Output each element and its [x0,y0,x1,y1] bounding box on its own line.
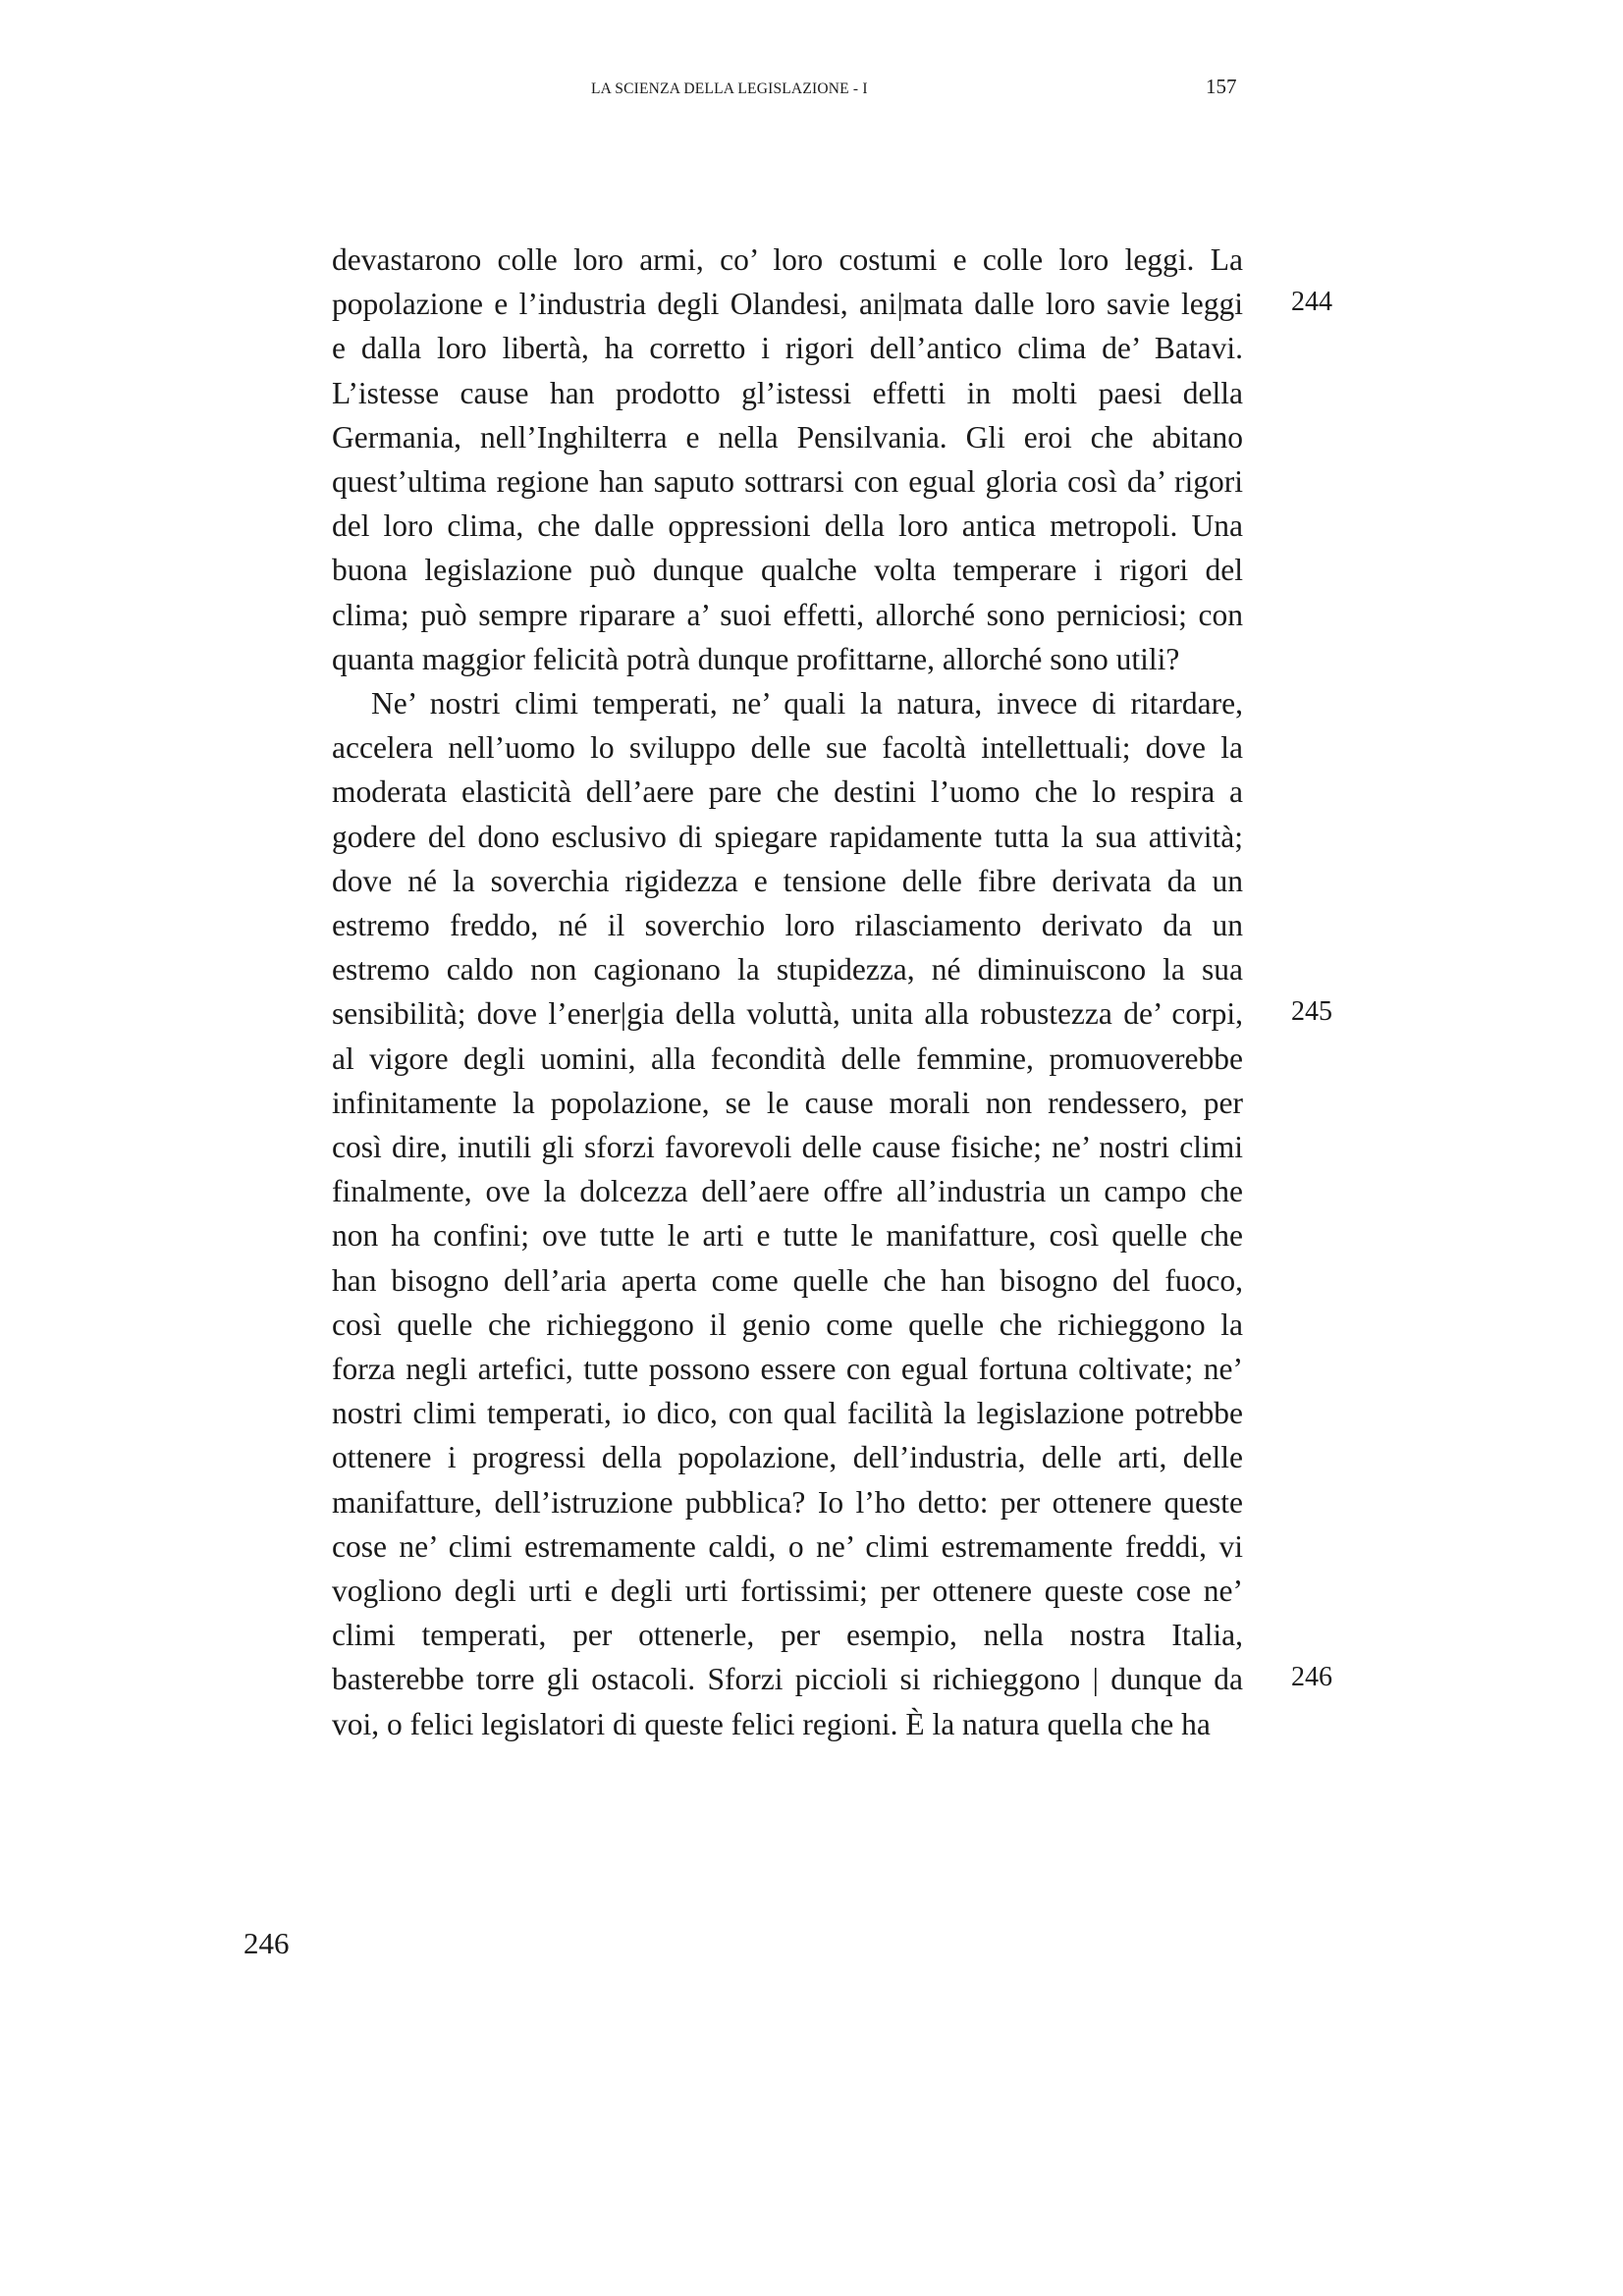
text-line: L’istesse cause han prodotto gl’istessi effetti in molti paesi della [332,375,1243,410]
running-head: LA SCIENZA DELLA LEGISLAZIONE - I [591,80,868,97]
text-line: estremo caldo non cagionano la stupidezza, né diminuiscono la sua [332,952,1243,988]
text-line: del loro clima, che dalle oppressioni della loro antica metropoli. Una [332,508,1243,544]
margin-note: 246 [1291,1662,1332,1693]
margin-note: 244 [1291,287,1332,318]
margin-note: 245 [1291,996,1332,1028]
text-line: forza negli artefici, tutte possono essere con egual fortuna coltivate; ne’ [332,1352,1243,1386]
text-line: godere del dono esclusivo di spiegare rapidamente tutta la sua attività; [332,819,1243,854]
text-line: popolazione e l’industria degli Olandesi, ani|mata dalle loro savie leggi [332,287,1243,322]
text-line: quanta maggior felicità potrà dunque profittarne, allorché sono utili? [332,641,1180,676]
page-number: 157 [1206,75,1237,98]
text-line: estremo freddo, né il soverchio loro rilasciamento derivato da un [332,908,1243,942]
text-line: dove né la soverchia rigidezza e tensione delle fibre derivata da un [332,863,1243,898]
text-line: Ne’ nostri climi temperati, ne’ quali la natura, invece di ritardare, [371,686,1243,721]
text-line: climi temperati, per ottenerle, per esempio, nella nostra Italia, [332,1618,1243,1653]
text-line: così dire, inutili gli sforzi favorevoli delle cause fisiche; ne’ nostri climi [332,1130,1243,1164]
text-line: clima; può sempre riparare a’ suoi effetti, allorché sono perniciosi; con [332,597,1243,632]
text-line: al vigore degli uomini, alla fecondità delle femmine, promuoverebbe [332,1041,1243,1076]
text-line: e dalla loro libertà, ha corretto i rigori dell’antico clima de’ Batavi. [332,331,1243,366]
text-line: moderata elasticità dell’aere pare che destini l’uomo che lo respira a [332,774,1243,810]
text-line: cose ne’ climi estremamente caldi, o ne’ climi estremamente freddi, vi [332,1528,1243,1564]
text-line: voi, o felici legislatori di queste felici regioni. È la natura quella che ha [332,1706,1211,1741]
text-line: così quelle che richieggono il genio come quelle che richieggono la [332,1307,1243,1342]
text-line: han bisogno dell’aria aperta come quelle che han bisogno del fuoco, [332,1262,1243,1298]
text-line: accelera nell’uomo lo sviluppo delle sue facoltà intellettuali; dove la [332,730,1243,766]
text-line: nostri climi temperati, io dico, con qual facilità la legislazione potrebbe [332,1396,1243,1431]
text-line: non ha confini; ove tutte le arti e tutte le manifatture, così quelle che [332,1218,1243,1254]
footer-number: 246 [243,1926,290,1960]
text-line: quest’ultima regione han saputo sottrarsi con egual gloria così da’ rigori [332,464,1243,499]
text-line: devastarono colle loro armi, co’ loro costumi e colle loro leggi. La [332,242,1243,277]
text-line: ottenere i progressi della popolazione, dell’industria, delle arti, delle [332,1440,1243,1475]
text-line: sensibilità; dove l’ener|gia della voluttà, unita alla robustezza de’ corpi, [332,996,1243,1032]
text-line: vogliono degli urti e degli urti fortissimi; per ottenere queste cose ne’ [332,1574,1243,1608]
text-line: infinitamente la popolazione, se le cause morali non rendessero, per [332,1085,1243,1120]
text-line: basterebbe torre gli ostacoli. Sforzi piccioli si richieggono | dunque da [332,1662,1243,1697]
text-line: manifatture, dell’istruzione pubblica? Io l’ho detto: per ottenere queste [332,1484,1243,1520]
text-line: finalmente, ove la dolcezza dell’aere offre all’industria un campo che [332,1174,1243,1209]
text-line: Germania, nell’Inghilterra e nella Pensilvania. Gli eroi che abitano [332,419,1243,454]
text-line: buona legislazione può dunque qualche volta temperare i rigori del [332,553,1243,588]
